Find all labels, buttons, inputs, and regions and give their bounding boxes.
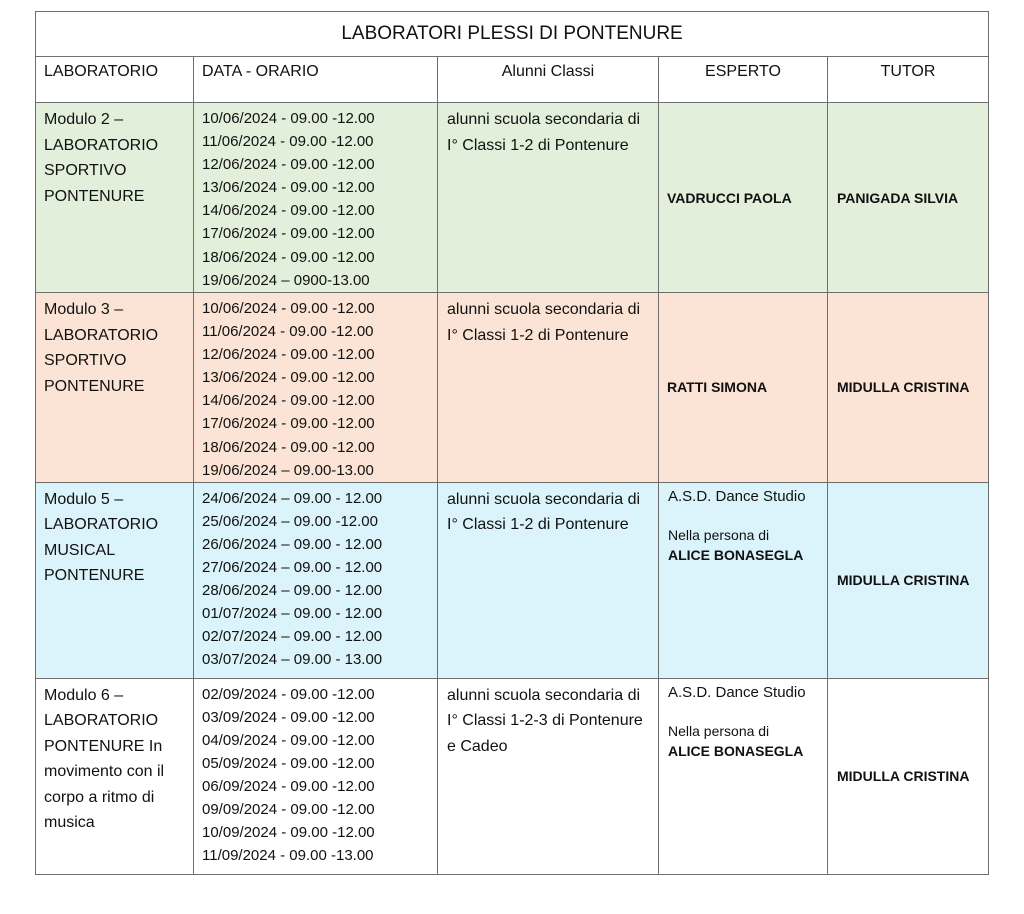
date-line: 18/06/2024 - 09.00 -12.00 bbox=[202, 248, 375, 266]
date-line: 11/06/2024 - 09.00 -12.00 bbox=[202, 323, 374, 341]
date-line: 12/06/2024 - 09.00 -12.00 bbox=[202, 346, 375, 364]
cell-tutor: MIDULLA CRISTINA bbox=[828, 482, 989, 678]
date-line: 03/07/2024 – 09.00 - 13.00 bbox=[202, 651, 383, 669]
date-line: 13/06/2024 - 09.00 -12.00 bbox=[202, 369, 375, 387]
table-row bbox=[36, 482, 989, 678]
header-tutor: TUTOR bbox=[828, 57, 989, 103]
esperto-note: Nella persona di bbox=[668, 526, 770, 543]
cell-alunni: alunni scuola secondaria di I° Classi 1-2 di Pontenure bbox=[438, 482, 659, 678]
date-line: 02/09/2024 - 09.00 -12.00 bbox=[202, 685, 375, 703]
date-line: 19/06/2024 – 09.00-13.00 bbox=[202, 461, 374, 479]
date-line: 06/09/2024 - 09.00 -12.00 bbox=[202, 778, 375, 796]
date-line: 18/06/2024 - 09.00 -12.00 bbox=[202, 438, 375, 456]
date-line: 13/06/2024 - 09.00 -12.00 bbox=[202, 179, 375, 197]
cell-tutor: MIDULLA CRISTINA bbox=[828, 293, 989, 483]
date-line: 28/06/2024 – 09.00 - 12.00 bbox=[202, 582, 383, 600]
table-title: LABORATORI PLESSI DI PONTENURE bbox=[36, 12, 989, 57]
esperto-org: A.S.D. Dance Studio bbox=[668, 683, 806, 701]
date-line: 05/09/2024 - 09.00 -12.00 bbox=[202, 755, 375, 773]
date-line: 14/06/2024 - 09.00 -12.00 bbox=[202, 392, 375, 410]
date-line: 17/06/2024 - 09.00 -12.00 bbox=[202, 415, 375, 433]
date-line: 03/09/2024 - 09.00 -12.00 bbox=[202, 708, 375, 726]
cell-dates bbox=[194, 482, 438, 678]
cell-alunni: alunni scuola secondaria di I° Classi 1-2 di Pontenure bbox=[438, 103, 659, 293]
date-line: 11/09/2024 - 09.00 -13.00 bbox=[202, 847, 374, 865]
date-line: 11/06/2024 - 09.00 -12.00 bbox=[202, 133, 374, 151]
date-line: 19/06/2024 – 0900-13.00 bbox=[202, 271, 370, 289]
date-line: 10/09/2024 - 09.00 -12.00 bbox=[202, 824, 375, 842]
date-line: 24/06/2024 – 09.00 - 12.00 bbox=[202, 489, 383, 507]
esperto-name: ALICE BONASEGLA bbox=[668, 742, 804, 759]
cell-esperto: RATTI SIMONA bbox=[659, 293, 828, 483]
date-line: 02/07/2024 – 09.00 - 12.00 bbox=[202, 628, 383, 646]
cell-alunni: alunni scuola secondaria di I° Classi 1-2 di Pontenure bbox=[438, 293, 659, 483]
cell-esperto bbox=[659, 678, 828, 874]
cell-laboratorio: Modulo 5 – LABORATORIO MUSICAL PONTENURE bbox=[36, 482, 194, 678]
date-line: 10/06/2024 - 09.00 -12.00 bbox=[202, 300, 375, 317]
cell-tutor: MIDULLA CRISTINA bbox=[828, 678, 989, 874]
date-line: 12/06/2024 - 09.00 -12.00 bbox=[202, 156, 375, 174]
cell-esperto: VADRUCCI PAOLA bbox=[659, 103, 828, 293]
date-line: 26/06/2024 – 09.00 - 12.00 bbox=[202, 535, 383, 553]
date-line: 14/06/2024 - 09.00 -12.00 bbox=[202, 202, 375, 220]
cell-laboratorio: Modulo 6 – LABORATORIO PONTENURE In movimento con il corpo a ritmo di musica bbox=[36, 678, 194, 874]
header-data-orario: DATA - ORARIO bbox=[194, 57, 438, 103]
date-line: 01/07/2024 – 09.00 - 12.00 bbox=[202, 605, 383, 623]
header-laboratorio: LABORATORIO bbox=[36, 57, 194, 103]
cell-laboratorio: Modulo 3 – LABORATORIO SPORTIVO PONTENURE bbox=[36, 293, 194, 483]
schedule-table bbox=[35, 11, 989, 875]
date-line: 27/06/2024 – 09.00 - 12.00 bbox=[202, 559, 383, 577]
header-esperto: ESPERTO bbox=[659, 57, 828, 103]
header-row bbox=[36, 57, 989, 103]
cell-dates bbox=[194, 103, 438, 293]
header-alunni-classi: Alunni Classi bbox=[438, 57, 659, 103]
cell-dates bbox=[194, 293, 438, 483]
table-row bbox=[36, 678, 989, 874]
esperto-org: A.S.D. Dance Studio bbox=[668, 487, 806, 505]
cell-dates bbox=[194, 678, 438, 874]
cell-esperto bbox=[659, 482, 828, 678]
esperto-name: ALICE BONASEGLA bbox=[668, 546, 804, 563]
date-line: 17/06/2024 - 09.00 -12.00 bbox=[202, 225, 375, 243]
cell-laboratorio: Modulo 2 – LABORATORIO SPORTIVO PONTENURE bbox=[36, 103, 194, 293]
schedule-sheet bbox=[35, 11, 988, 875]
date-line: 25/06/2024 – 09.00 -12.00 bbox=[202, 512, 378, 530]
cell-tutor: PANIGADA SILVIA bbox=[828, 103, 989, 293]
cell-alunni: alunni scuola secondaria di I° Classi 1-2-3 di Pontenure e Cadeo bbox=[438, 678, 659, 874]
esperto-note: Nella persona di bbox=[668, 722, 770, 739]
table-row bbox=[36, 103, 989, 293]
date-line: 10/06/2024 - 09.00 -12.00 bbox=[202, 110, 375, 127]
date-line: 09/09/2024 - 09.00 -12.00 bbox=[202, 801, 375, 819]
table-row bbox=[36, 293, 989, 483]
date-line: 04/09/2024 - 09.00 -12.00 bbox=[202, 731, 375, 749]
